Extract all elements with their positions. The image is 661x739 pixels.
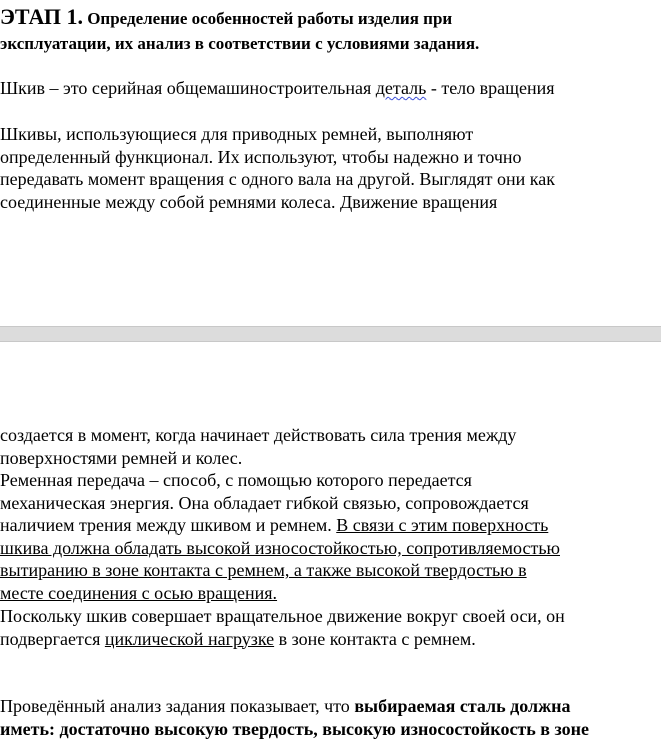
paragraph-line: соединенные между собой ремнями колеса. Движение вращения <box>0 191 498 212</box>
cyclic-load-term: циклической нагрузке <box>104 628 275 649</box>
bold-conclusion: выбираемая сталь должна <box>354 696 571 716</box>
document-page-2 <box>0 342 661 739</box>
paragraph-line: подвергается циклической нагрузке в зоне контакта с ремнем. <box>0 628 476 649</box>
belt-transmission-paragraph <box>0 469 661 605</box>
spellcheck-flagged-word[interactable]: деталь <box>375 78 427 98</box>
paragraph-line: поверхностями ремней и колес. <box>0 447 243 468</box>
heading-title-line-1: Определение особенностей работы изделия при <box>87 9 453 28</box>
paragraph-line: создается в момент, когда начинает действовать сила трения между <box>0 425 517 445</box>
underlined-requirement-line: шкива должна обладать высокой износостойкостью, сопротивляемостью <box>0 537 560 558</box>
paragraph-line: Ременная передача – способ, с помощью которого передается <box>0 470 472 490</box>
definition-text: Шкив – это серийная общемашиностроительная <box>0 78 376 98</box>
paragraph-line: Шкивы, использующиеся для приводных ремней, выполняют <box>0 124 474 144</box>
paragraph-line: передавать момент вращения с одного вала на другой. Выглядят они как <box>0 169 555 190</box>
continued-paragraph <box>0 424 661 469</box>
bold-conclusion-line: иметь: достаточно высокую твердость, высокую износостойкость в зоне <box>0 718 589 739</box>
underlined-requirement-line: вытиранию в зоне контакта с ремнем, а также высокой твердостью в <box>0 560 527 581</box>
paragraph-line: наличием трения между шкивом и ремнем. В связи с этим поверхность <box>0 515 549 536</box>
heading-title-line-2: эксплуатации, их анализ в соответствии с условиями задания. <box>0 34 480 53</box>
paragraph-line: определенный функционал. Их используют, чтобы надежно и точно <box>0 146 522 167</box>
section-heading <box>0 4 661 56</box>
definition-paragraph <box>0 77 661 100</box>
paragraph-line: Поскольку шкив совершает вращательное движение вокруг своей оси, он <box>0 606 565 626</box>
definition-text-end: - тело вращения <box>426 78 555 98</box>
pulley-function-paragraph <box>0 123 661 213</box>
underlined-requirement-line: месте соединения с осью вращения. <box>0 582 278 603</box>
page-gap <box>0 326 661 342</box>
conclusion-paragraph <box>0 695 661 739</box>
paragraph-line: механическая энергия. Она обладает гибкой связью, сопровождается <box>0 492 529 513</box>
stage-number: ЭТАП 1. <box>0 4 83 29</box>
cyclic-load-paragraph <box>0 605 661 650</box>
paragraph-line: Проведённый анализ задания показывает, что выбираемая сталь должна <box>0 696 571 716</box>
underlined-requirement: В связи с этим поверхность <box>336 515 549 536</box>
document-page-1 <box>0 0 661 326</box>
